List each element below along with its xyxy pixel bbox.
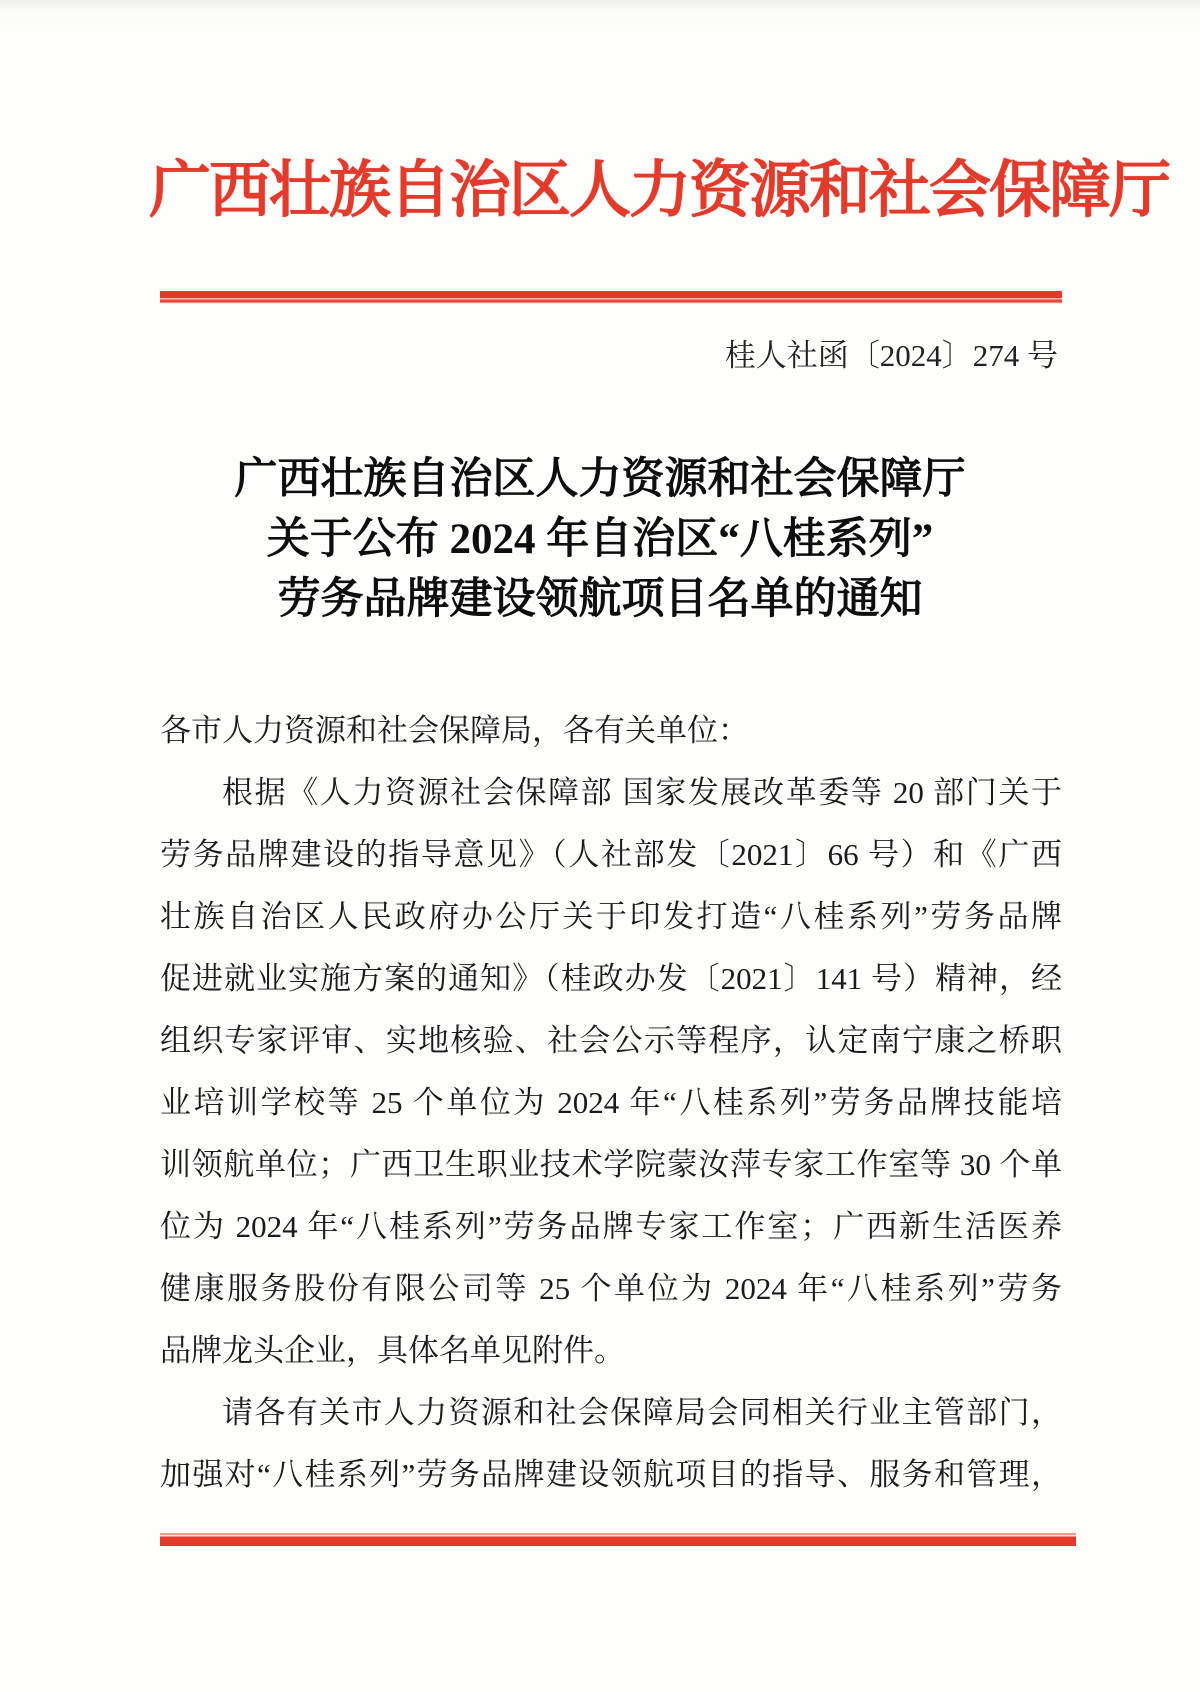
body-line: 业培训学校等 25 个单位为 2024 年“八桂系列”劳务品牌技能培 <box>160 1085 1062 1120</box>
red-header-rule <box>160 291 1062 304</box>
body-line: 促进就业实施方案的通知》（桂政办发〔2021〕141 号）精神，经 <box>160 961 1062 996</box>
body-line: 训领航单位；广西卫生职业技术学院蒙汝萍专家工作室等 30 个单 <box>160 1147 1062 1182</box>
document-number: 桂人社函〔2024〕274 号 <box>724 338 1058 373</box>
document-body <box>160 700 1062 1506</box>
agency-masthead: 广西壮族自治区人力资源和社会保障厅 <box>149 157 1170 225</box>
body-line: 根据《人力资源社会保障部 国家发展改革委等 20 部门关于 <box>222 775 1062 810</box>
body-line: 请各有关市人力资源和社会保障局会同相关行业主管部门， <box>222 1395 1062 1430</box>
document-title-line: 关于公布 2024 年自治区“八桂系列” <box>266 516 934 563</box>
body-line: 位为 2024 年“八桂系列”劳务品牌专家工作室；广西新生活医养 <box>160 1209 1062 1244</box>
document-title-line: 广西壮族自治区人力资源和社会保障厅 <box>234 456 966 503</box>
document-title <box>100 450 1100 630</box>
body-line: 加强对“八桂系列”劳务品牌建设领航项目的指导、服务和管理， <box>160 1457 1062 1492</box>
body-line: 各市人力资源和社会保障局，各有关单位： <box>160 713 749 748</box>
body-line: 品牌龙头企业，具体名单见附件。 <box>160 1333 625 1368</box>
body-line: 劳务品牌建设的指导意见》（人社部发〔2021〕66 号）和《广西 <box>160 837 1062 872</box>
body-line: 组织专家评审、实地核验、社会公示等程序，认定南宁康之桥职 <box>160 1023 1062 1058</box>
page-bottom-rule <box>160 1533 1076 1546</box>
body-line: 壮族自治区人民政府办公厅关于印发打造“八桂系列”劳务品牌 <box>160 899 1062 934</box>
body-line: 健康服务股份有限公司等 25 个单位为 2024 年“八桂系列”劳务 <box>160 1271 1062 1306</box>
document-title-line: 劳务品牌建设领航项目名单的通知 <box>277 576 923 623</box>
